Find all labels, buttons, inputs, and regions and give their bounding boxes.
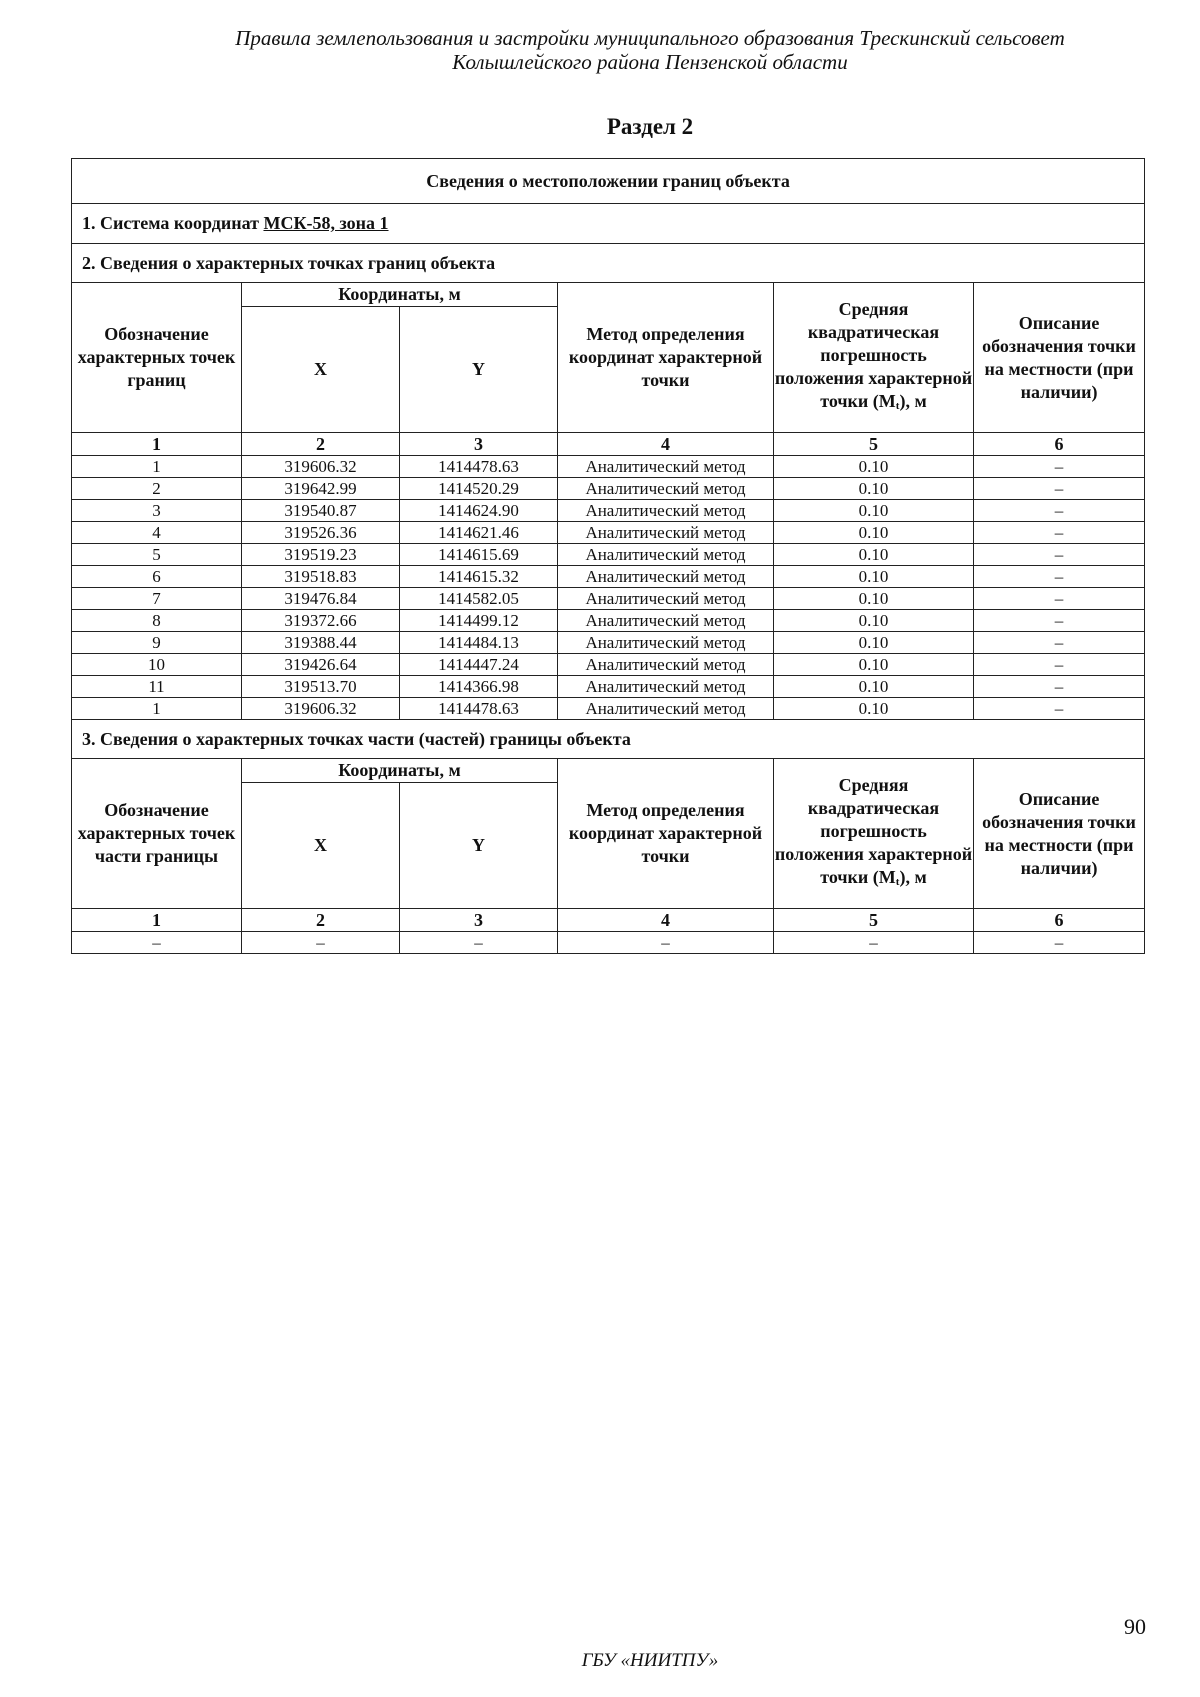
table-row xyxy=(72,632,1145,654)
point-id: 2 xyxy=(72,478,242,500)
method-value: Аналитический метод xyxy=(558,676,774,698)
col-error-header: Средняя квадратическая погрешность положения характерной точки (Mt), м xyxy=(774,283,974,433)
point-id: – xyxy=(72,932,242,954)
y-value: 1414478.63 xyxy=(400,456,558,478)
col-method-header: Метод определения координат характерной точки xyxy=(558,283,774,433)
col-description-header: Описание обозначения точки на местности (при наличии) xyxy=(974,283,1145,433)
part3-title: 3. Сведения о характерных точках части (частей) границы объекта xyxy=(72,720,1145,759)
table-row xyxy=(72,500,1145,522)
header-line-2: Колышлейского района Пензенской области xyxy=(452,50,848,74)
error-value: 0.10 xyxy=(774,698,974,720)
description-value: – xyxy=(974,500,1145,522)
x-value: 319426.64 xyxy=(242,654,400,676)
col-number: 4 xyxy=(558,909,774,932)
method-value: Аналитический метод xyxy=(558,500,774,522)
col-number: 2 xyxy=(242,909,400,932)
method-value: Аналитический метод xyxy=(558,698,774,720)
x-value: 319606.32 xyxy=(242,456,400,478)
part2-title: 2. Сведения о характерных точках границ объекта xyxy=(72,244,1145,283)
x-value: 319540.87 xyxy=(242,500,400,522)
error-value: 0.10 xyxy=(774,654,974,676)
document-footer: ГБУ «НИИТПУ» xyxy=(581,1650,719,1671)
y-value: 1414366.98 xyxy=(400,676,558,698)
point-id: 3 xyxy=(72,500,242,522)
table-row xyxy=(72,566,1145,588)
x-value: – xyxy=(242,932,400,954)
table-row xyxy=(72,610,1145,632)
method-value: Аналитический метод xyxy=(558,632,774,654)
col-error-header-2: Средняя квадратическая погрешность положения характерной точки (Mt), м xyxy=(774,759,974,909)
point-id: 7 xyxy=(72,588,242,610)
point-id: 11 xyxy=(72,676,242,698)
point-id: 4 xyxy=(72,522,242,544)
table-row xyxy=(72,654,1145,676)
table-row xyxy=(72,522,1145,544)
document-header xyxy=(0,26,1200,74)
col-description-header-2: Описание обозначения точки на местности (при наличии) xyxy=(974,759,1145,909)
x-value: 319372.66 xyxy=(242,610,400,632)
page-number: 90 xyxy=(1124,1614,1146,1639)
description-value: – xyxy=(974,932,1145,954)
col-coords-header: Координаты, м xyxy=(242,283,558,307)
header-line-1: Правила землепользования и застройки муниципального образования Трескинский сельсовет xyxy=(235,26,1065,50)
col-y-header: Y xyxy=(400,307,558,433)
y-value: 1414499.12 xyxy=(400,610,558,632)
table-row xyxy=(72,698,1145,720)
x-value: 319476.84 xyxy=(242,588,400,610)
x-value: 319642.99 xyxy=(242,478,400,500)
table-row xyxy=(72,676,1145,698)
table-row xyxy=(72,588,1145,610)
y-value: 1414478.63 xyxy=(400,698,558,720)
col-number: 2 xyxy=(242,433,400,456)
col-number: 3 xyxy=(400,909,558,932)
description-value: – xyxy=(974,610,1145,632)
table-row xyxy=(72,544,1145,566)
error-value: – xyxy=(774,932,974,954)
coord-system-value: МСК-58, зона 1 xyxy=(263,213,389,233)
description-value: – xyxy=(974,544,1145,566)
error-value: 0.10 xyxy=(774,632,974,654)
col-number: 3 xyxy=(400,433,558,456)
col-y-header-2: Y xyxy=(400,783,558,909)
x-value: 319513.70 xyxy=(242,676,400,698)
method-value: – xyxy=(558,932,774,954)
error-value: 0.10 xyxy=(774,500,974,522)
table-title: Сведения о местоположении границ объекта xyxy=(72,159,1145,204)
y-value: 1414520.29 xyxy=(400,478,558,500)
error-value: 0.10 xyxy=(774,676,974,698)
col-number: 5 xyxy=(774,909,974,932)
coord-system-row xyxy=(72,204,1145,244)
col-coords-header-2: Координаты, м xyxy=(242,759,558,783)
error-value: 0.10 xyxy=(774,478,974,500)
point-id: 6 xyxy=(72,566,242,588)
error-value: 0.10 xyxy=(774,522,974,544)
error-value: 0.10 xyxy=(774,566,974,588)
x-value: 319518.83 xyxy=(242,566,400,588)
column-number-row-2 xyxy=(72,909,1145,932)
col-designation-header: Обозначение характерных точек границ xyxy=(72,283,242,433)
y-value: – xyxy=(400,932,558,954)
method-value: Аналитический метод xyxy=(558,566,774,588)
table-row xyxy=(72,478,1145,500)
col-x-header-2: X xyxy=(242,783,400,909)
point-id: 8 xyxy=(72,610,242,632)
x-value: 319606.32 xyxy=(242,698,400,720)
col-number: 4 xyxy=(558,433,774,456)
y-value: 1414621.46 xyxy=(400,522,558,544)
col-x-header: X xyxy=(242,307,400,433)
method-value: Аналитический метод xyxy=(558,478,774,500)
boundary-table xyxy=(71,158,1145,954)
y-value: 1414615.32 xyxy=(400,566,558,588)
error-value: 0.10 xyxy=(774,588,974,610)
point-id: 1 xyxy=(72,698,242,720)
table-row xyxy=(72,456,1145,478)
error-value: 0.10 xyxy=(774,544,974,566)
col-designation-part-header: Обозначение характерных точек части границы xyxy=(72,759,242,909)
description-value: – xyxy=(974,676,1145,698)
point-id: 1 xyxy=(72,456,242,478)
x-value: 319388.44 xyxy=(242,632,400,654)
col-number: 6 xyxy=(974,909,1145,932)
y-value: 1414484.13 xyxy=(400,632,558,654)
description-value: – xyxy=(974,632,1145,654)
description-value: – xyxy=(974,456,1145,478)
y-value: 1414447.24 xyxy=(400,654,558,676)
method-value: Аналитический метод xyxy=(558,544,774,566)
section-title: Раздел 2 xyxy=(606,114,694,139)
column-number-row xyxy=(72,433,1145,456)
method-value: Аналитический метод xyxy=(558,588,774,610)
y-value: 1414624.90 xyxy=(400,500,558,522)
description-value: – xyxy=(974,566,1145,588)
method-value: Аналитический метод xyxy=(558,610,774,632)
y-value: 1414615.69 xyxy=(400,544,558,566)
point-id: 5 xyxy=(72,544,242,566)
x-value: 319526.36 xyxy=(242,522,400,544)
description-value: – xyxy=(974,698,1145,720)
col-number: 6 xyxy=(974,433,1145,456)
description-value: – xyxy=(974,478,1145,500)
col-number: 1 xyxy=(72,433,242,456)
table-row xyxy=(72,932,1145,954)
error-value: 0.10 xyxy=(774,456,974,478)
y-value: 1414582.05 xyxy=(400,588,558,610)
x-value: 319519.23 xyxy=(242,544,400,566)
col-number: 1 xyxy=(72,909,242,932)
description-value: – xyxy=(974,588,1145,610)
point-id: 10 xyxy=(72,654,242,676)
description-value: – xyxy=(974,522,1145,544)
point-id: 9 xyxy=(72,632,242,654)
method-value: Аналитический метод xyxy=(558,456,774,478)
error-value: 0.10 xyxy=(774,610,974,632)
col-number: 5 xyxy=(774,433,974,456)
col-method-header-2: Метод определения координат характерной точки xyxy=(558,759,774,909)
description-value: – xyxy=(974,654,1145,676)
method-value: Аналитический метод xyxy=(558,522,774,544)
method-value: Аналитический метод xyxy=(558,654,774,676)
coord-system-label: 1. Система координат xyxy=(82,213,264,233)
